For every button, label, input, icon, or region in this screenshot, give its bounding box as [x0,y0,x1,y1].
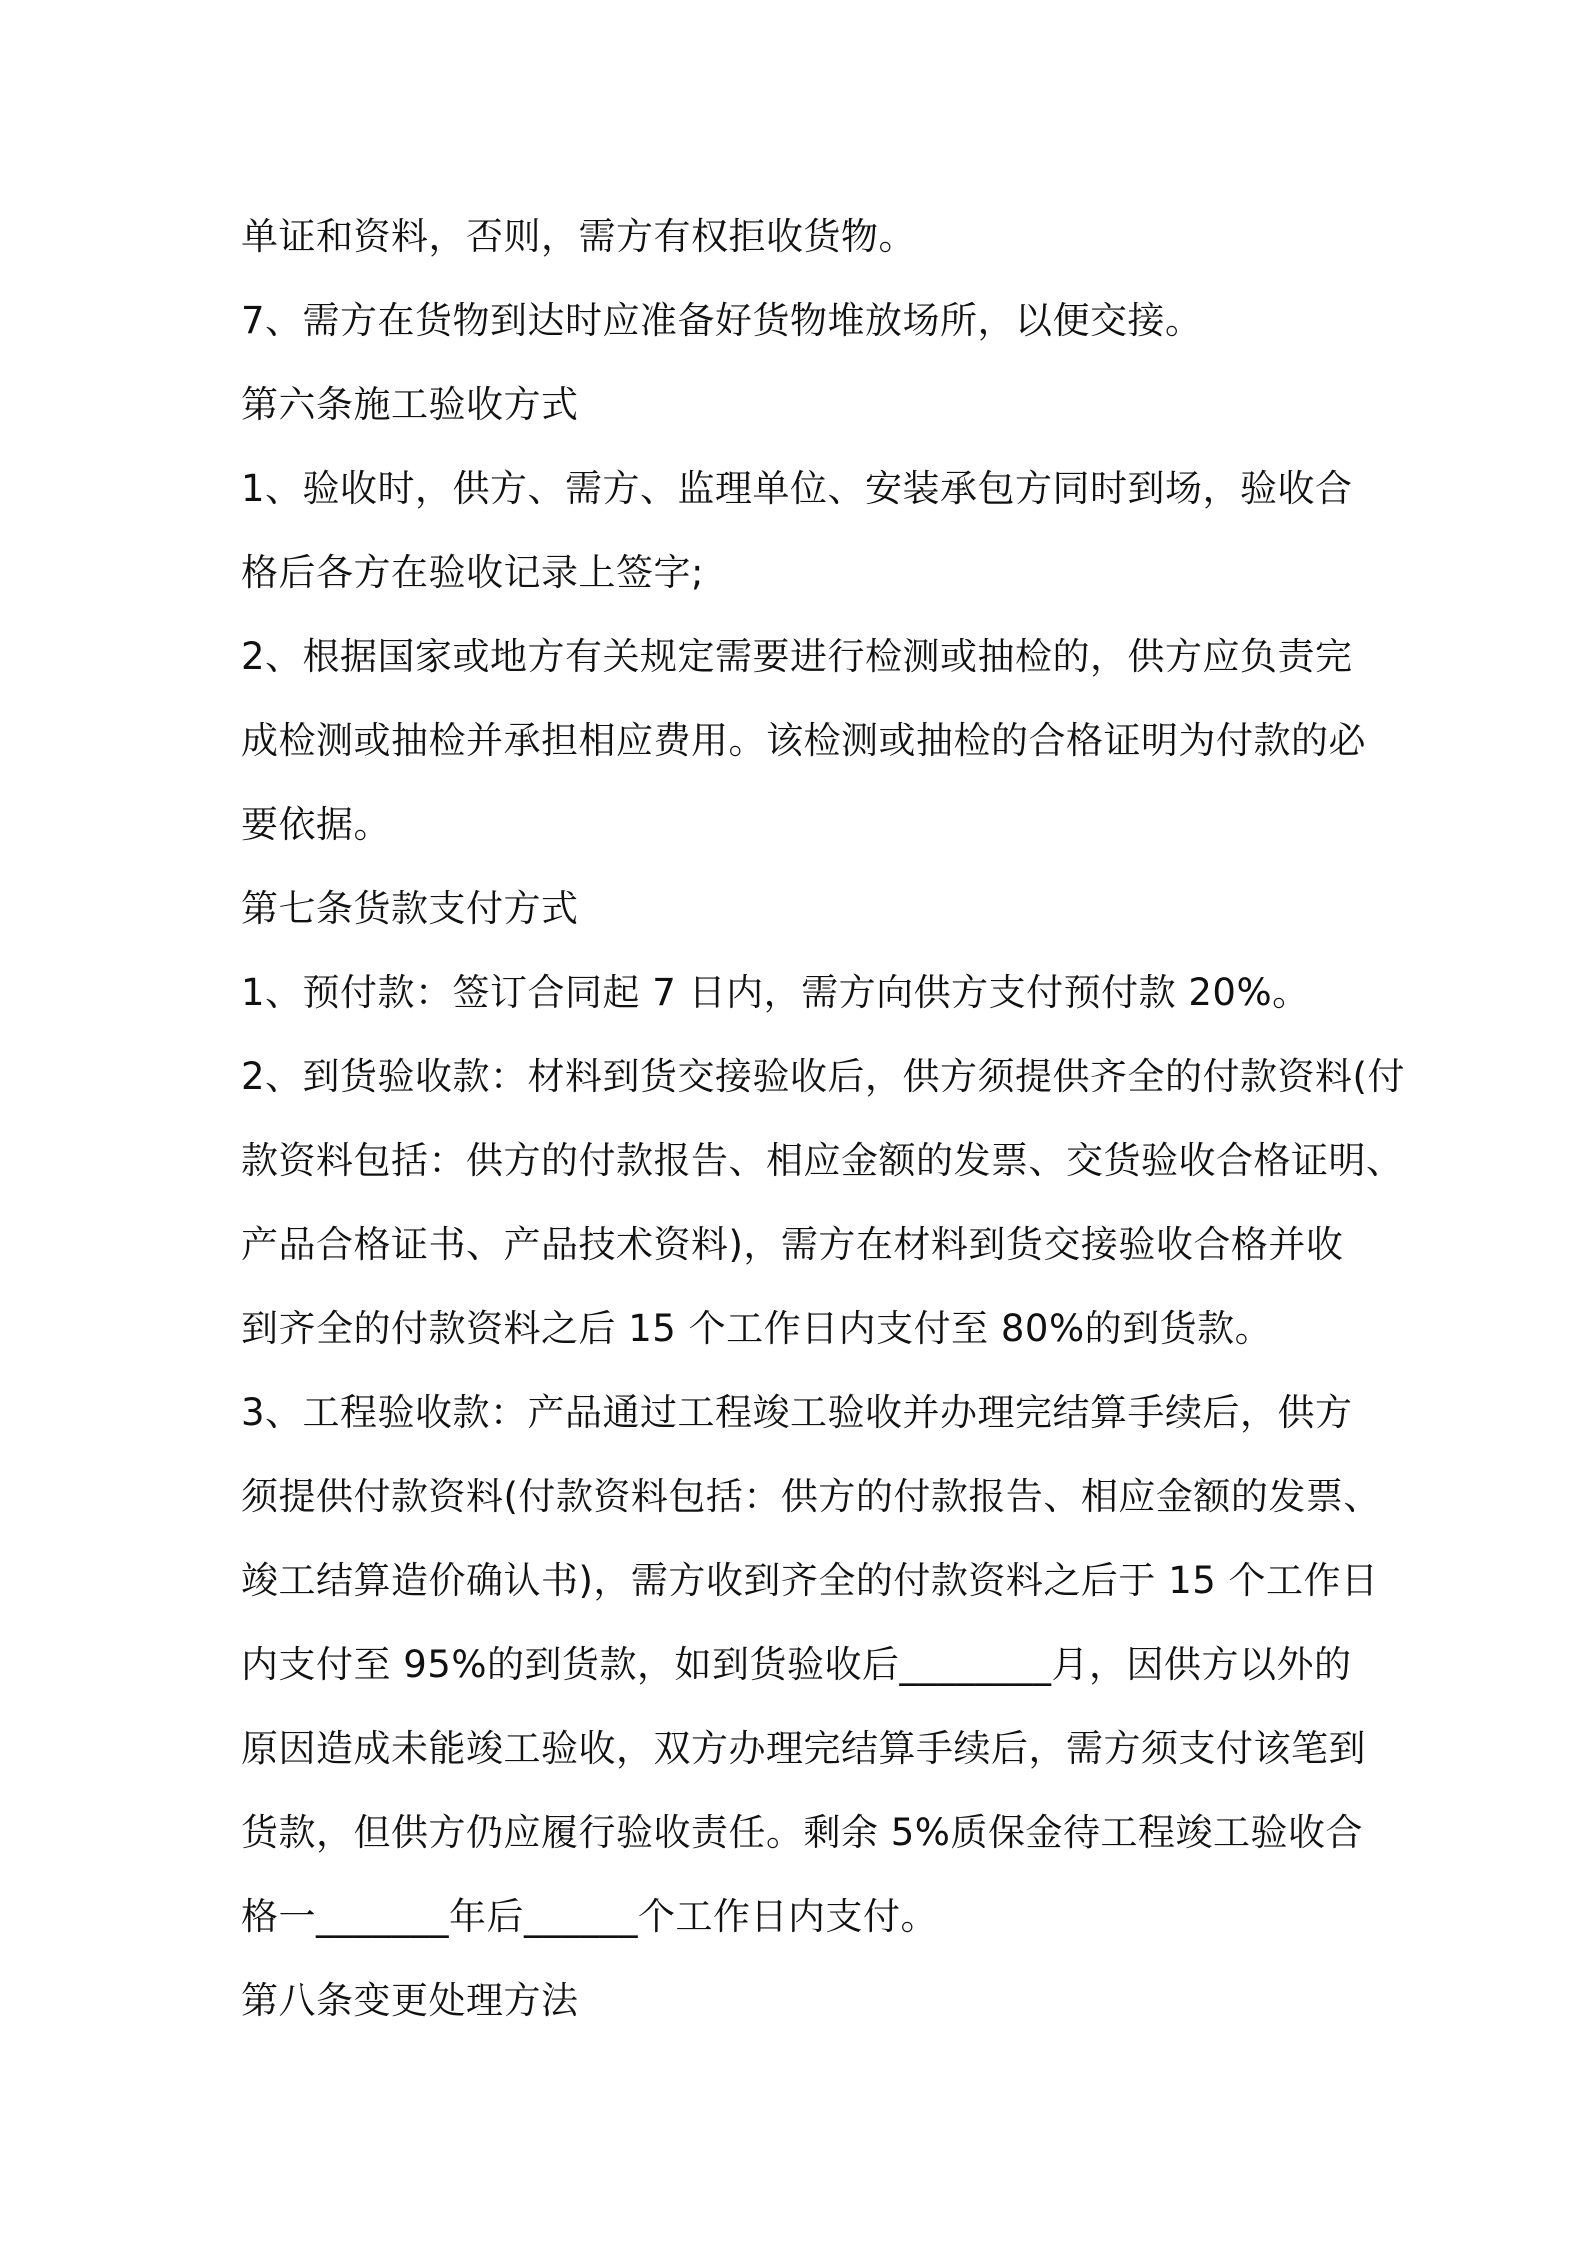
text-line: 货款，但供方仍应履行验收责任。剩余 5%质保金待工程竣工验收合 [241,1811,1363,1854]
text-line: 单证和资料，否则，需方有权拒收货物。 [241,215,916,258]
section-heading: 第七条货款支付方式 [241,887,579,930]
clause-item: 3、工程验收款：产品通过工程竣工验收并办理完结算手续后，供方 [241,1391,1353,1434]
document-body [241,195,1405,2043]
text-line: 产品合格证书、产品技术资料)，需方在材料到货交接验收合格并收 [241,1223,1344,1266]
clause-item: 2、到货验收款：材料到货交接验收后，供方须提供齐全的付款资料(付 [241,1055,1405,1098]
section-heading: 第六条施工验收方式 [241,383,579,426]
text-line: 原因造成未能竣工验收，双方办理完结算手续后，需方须支付该笔到 [241,1727,1366,1770]
text-line: 格后各方在验收记录上签字; [241,551,704,594]
section-heading: 第八条变更处理方法 [241,1979,579,2022]
clause-item: 7、需方在货物到达时应准备好货物堆放场所，以便交接。 [241,299,1203,342]
text-line: 内支付至 95%的到货款，如到货验收后________月，因供方以外的 [241,1643,1352,1686]
text-line: 款资料包括：供方的付款报告、相应金额的发票、交货验收合格证明、 [241,1139,1404,1182]
text-line: 竣工结算造价确认书)，需方收到齐全的付款资料之后于 15 个工作日 [241,1559,1379,1602]
text-line: 成检测或抽检并承担相应费用。该检测或抽检的合格证明为付款的必 [241,719,1366,762]
clause-item: 1、验收时，供方、需方、监理单位、安装承包方同时到场，验收合 [241,467,1353,510]
text-line: 格一_______年后______个工作日内支付。 [241,1895,938,1938]
clause-item: 1、预付款：签订合同起 7 日内，需方向供方支付预付款 20%。 [241,971,1310,1014]
text-line: 到齐全的付款资料之后 15 个工作日内支付至 80%的到货款。 [241,1307,1273,1350]
text-line: 须提供付款资料(付款资料包括：供方的付款报告、相应金额的发票、 [241,1475,1381,1518]
text-line: 要依据。 [241,803,391,846]
clause-item: 2、根据国家或地方有关规定需要进行检测或抽检的，供方应负责完 [241,635,1353,678]
